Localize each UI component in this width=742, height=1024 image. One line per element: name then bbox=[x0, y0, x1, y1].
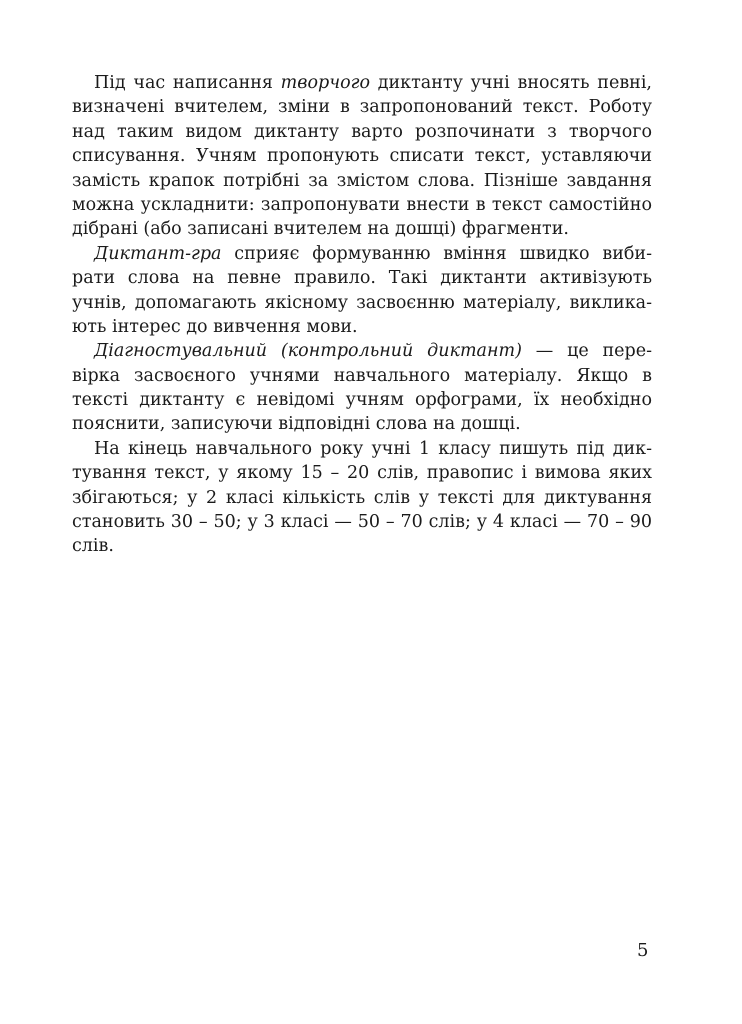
text-line bbox=[72, 315, 652, 339]
text-segment: пояснити, записуючи відповідні слова на дошці. bbox=[72, 414, 521, 435]
text-segment: замість крапок потрібні за змістом слова. Пізніше завдання bbox=[72, 170, 652, 191]
text-segment: вірка засвоєного учнями навчального матеріалу. Якщо в bbox=[72, 365, 652, 386]
text-line bbox=[72, 291, 652, 315]
text-segment: слів. bbox=[72, 536, 114, 557]
text-line bbox=[72, 71, 652, 95]
text-line bbox=[72, 144, 652, 168]
text-line bbox=[72, 169, 652, 193]
text-segment: Під час написання bbox=[94, 73, 281, 93]
text-line bbox=[72, 461, 652, 485]
text-segment: На кінець навчального року учні 1 класу пишуть під дик- bbox=[94, 438, 652, 459]
text-segment: визначені вчителем, зміни в запропонований текст. Роботу bbox=[72, 97, 652, 118]
text-line bbox=[72, 437, 652, 461]
paragraph bbox=[72, 339, 652, 437]
text-line bbox=[72, 120, 652, 144]
text-line bbox=[72, 534, 652, 558]
text-segment: сприяє формуванню вміння швидко виби- bbox=[221, 243, 652, 264]
italic-term: творчого bbox=[280, 73, 370, 93]
text-segment: ють інтерес до вивчення мови. bbox=[72, 316, 358, 337]
text-segment: збігаються; у 2 класі кількість слів у тексті для диктування bbox=[72, 487, 652, 508]
paragraph bbox=[72, 71, 652, 242]
text-line bbox=[72, 412, 652, 436]
paragraph bbox=[72, 437, 652, 559]
text-segment: учнів, допомагають якісному засвоєнню матеріалу, виклика- bbox=[72, 292, 652, 313]
text-line bbox=[72, 95, 652, 119]
page-number: 5 bbox=[637, 940, 649, 961]
text-segment: тексті диктанту є невідомі учням орфограми, їх необхідно bbox=[72, 390, 652, 411]
text-line bbox=[72, 510, 652, 534]
text-line bbox=[72, 242, 652, 266]
text-segment: можна ускладнити: запропонувати внести в текст самостійно bbox=[72, 194, 652, 215]
text-segment: — це пере- bbox=[521, 341, 652, 362]
text-line bbox=[72, 193, 652, 217]
text-line bbox=[72, 339, 652, 363]
page-body bbox=[72, 71, 652, 559]
text-line bbox=[72, 486, 652, 510]
text-segment: рати слова на певне правило. Такі диктанти активізують bbox=[72, 268, 652, 289]
text-segment: диктанту учні вносять певні, bbox=[370, 73, 652, 93]
text-line bbox=[72, 266, 652, 290]
text-segment: дібрані (або записані вчителем на дошці) фрагменти. bbox=[72, 219, 569, 240]
italic-term: Діагностувальний (контрольний диктант) bbox=[94, 341, 522, 362]
text-line bbox=[72, 388, 652, 412]
text-segment: над таким видом диктанту варто розпочинати з творчого bbox=[72, 121, 652, 142]
text-line bbox=[72, 364, 652, 388]
paragraph bbox=[72, 242, 652, 340]
text-segment: тування текст, у якому 15 – 20 слів, правопис і вимова яких bbox=[72, 463, 652, 484]
text-line bbox=[72, 217, 652, 241]
italic-term: Диктант-гра bbox=[94, 243, 222, 264]
text-segment: списування. Учням пропонують списати текст, уставляючи bbox=[72, 146, 652, 167]
text-segment: становить 30 – 50; у 3 класі — 50 – 70 слів; у 4 класі — 70 – 90 bbox=[72, 512, 652, 533]
